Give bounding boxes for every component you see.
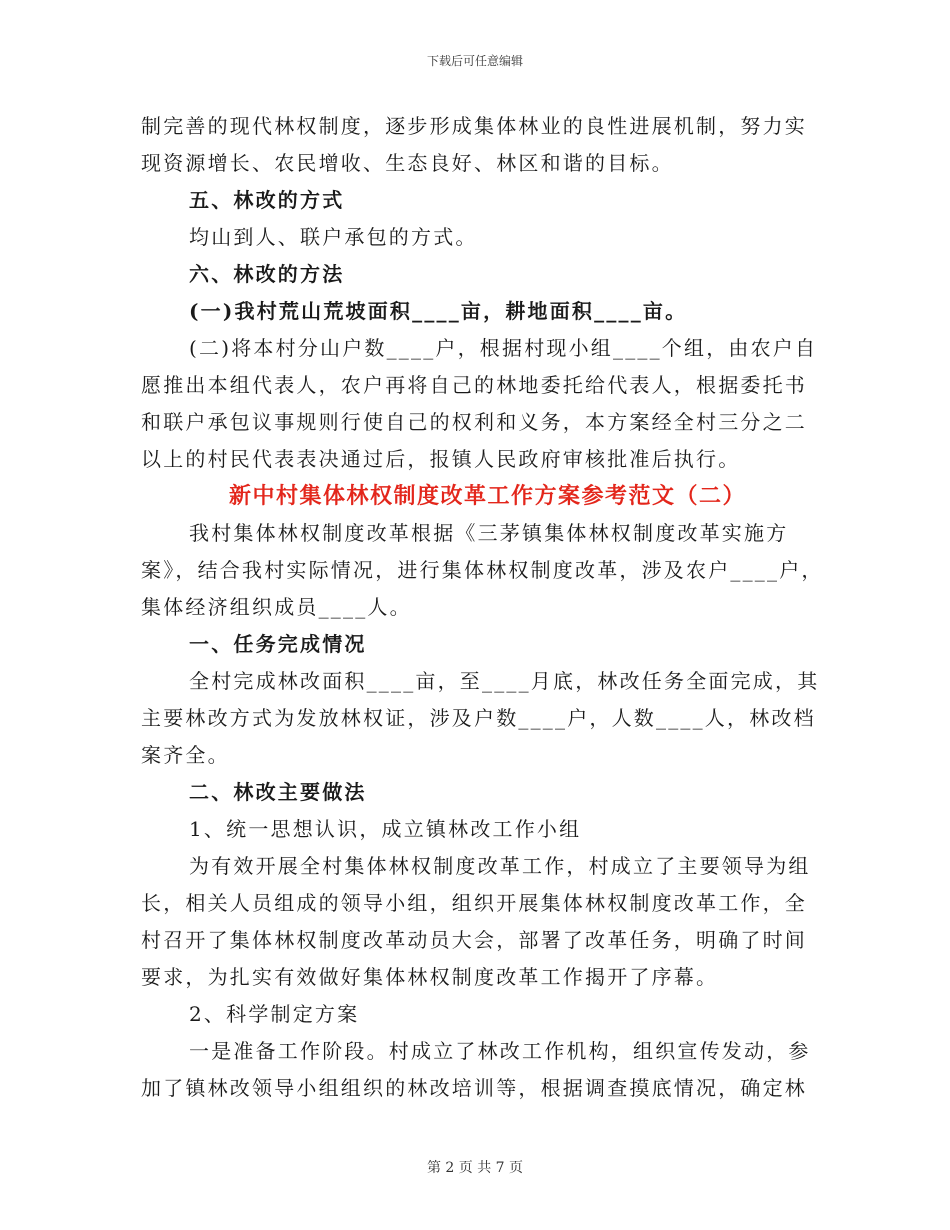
section-heading: 五、林改的方式 [189,188,345,212]
paragraph-line: 长，相关人员组成的领导小组，组织开展集体林权制度改革工作，全 [141,891,807,915]
section-heading: 一、任务完成情况 [189,632,367,656]
paragraph-line: 全村完成林改面积____亩，至____月底，林改任务全面完成，其 [189,669,820,693]
paragraph-line: 均山到人、联户承包的方式。 [189,225,478,249]
paragraph-line: 和联户承包议事规则行使自己的权利和义务，本方案经全村三分之二 [141,410,807,434]
paragraph-line: 集体经济组织成员____人。 [141,595,412,619]
page-footer: 第 2 页 共 7 页 [426,1160,524,1176]
paragraph-line: 现资源增长、农民增收、生态良好、林区和谐的目标。 [141,151,674,175]
paragraph-line: 村召开了集体林权制度改革动员大会，部署了改革任务，明确了时间 [141,928,807,952]
document-title: 新中村集体林权制度改革工作方案参考范文（二） [229,483,747,509]
paragraph-line: 主要林改方式为发放林权证，涉及户数____户，人数____人，林改档 [141,706,816,730]
paragraph-line: 案齐全。 [141,743,230,767]
paragraph-line: 以上的村民代表表决通过后，报镇人民政府审核批准后执行。 [141,447,741,471]
paragraph-line: 一是准备工作阶段。村成立了林改工作机构，组织宣传发动，参 [189,1039,811,1063]
section-heading: 六、林改的方法 [189,262,345,286]
document-body [141,108,824,1107]
section-heading: 二、林改主要做法 [189,780,367,804]
paragraph-line: 制完善的现代林权制度，逐步形成集体林业的良性进展机制，努力实 [141,114,807,138]
paragraph-line: 为有效开展全村集体林权制度改革工作，村成立了主要领导为组 [189,854,811,878]
paragraph-line: 加了镇林改领导小组组织的林改培训等，根据调查摸底情况，确定林 [141,1076,807,1100]
paragraph-line: 愿推出本组代表人，农户再将自己的林地委托给代表人，根据委托书 [141,373,807,397]
paragraph-line: 案》，结合我村实际情况，进行集体林权制度改革，涉及农户____户， [141,558,824,582]
paragraph-line-bold: (一)我村荒山荒坡面积____亩，耕地面积____亩。 [189,299,688,323]
page-header: 下载后可任意编辑 [426,54,523,68]
paragraph-line: 要求，为扎实有效做好集体林权制度改革工作揭开了序幕。 [141,965,719,989]
paragraph-line: (二)将本村分山户数____户，根据村现小组____个组，由农户自 [189,336,818,360]
subsection-heading: 1、统一思想认识，成立镇林改工作小组 [189,817,582,841]
paragraph-line: 我村集体林权制度改革根据《三茅镇集体林权制度改革实施方 [189,521,789,545]
subsection-heading: 2、科学制定方案 [189,1002,360,1026]
